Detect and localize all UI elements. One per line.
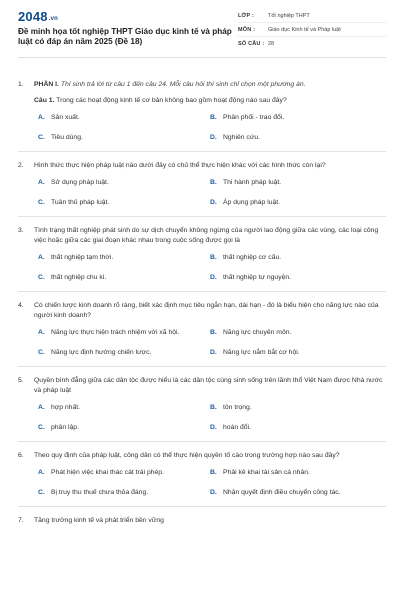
part-title: PHẦN I. (34, 81, 59, 88)
option-a[interactable] (38, 113, 210, 122)
option-letter: D. (210, 424, 217, 431)
option-text: Năng lực định hướng chiến lược. (51, 349, 152, 356)
question-1 (18, 80, 386, 142)
option-text: Năng lực thực hiện trách nhiệm với xã hội. (51, 329, 180, 336)
meta-label: SỐ CÂU : (238, 41, 265, 47)
option-a[interactable] (38, 328, 210, 337)
divider (18, 151, 386, 152)
logo-sub: .vn (48, 16, 59, 22)
option-text: thất nghiệp chu kì. (51, 274, 107, 281)
option-letter: A. (38, 254, 45, 261)
option-text: phân lập. (51, 424, 79, 431)
question-number: 1. (18, 81, 24, 88)
option-a[interactable] (38, 403, 210, 412)
option-b[interactable] (210, 328, 380, 337)
question-text (34, 96, 386, 106)
option-a[interactable] (38, 253, 210, 262)
meta-row-class (238, 9, 386, 23)
document-title: Đề minh họa tốt nghiệp THPT Giáo dục kinh tế và pháp luật có đáp án năm 2025 (Đề 18) (18, 27, 232, 46)
option-text: Thi hành pháp luật. (223, 179, 282, 186)
option-letter: D. (210, 274, 217, 281)
part-heading (34, 80, 386, 90)
divider (18, 506, 386, 507)
document-header (18, 8, 386, 58)
part-note: Thí sinh trả lời từ câu 1 đến câu 24. Mỗi câu hỏi thí sinh chỉ chọn một phương án. (58, 81, 306, 88)
option-letter: C. (38, 349, 45, 356)
meta-value: Giáo dục Kinh tế và Pháp luật (268, 26, 341, 33)
option-grid (38, 468, 386, 497)
option-b[interactable] (210, 468, 380, 477)
option-letter: C. (38, 199, 45, 206)
option-letter: B. (210, 254, 217, 261)
option-d[interactable] (210, 488, 380, 497)
question-stem: Theo quy định của pháp luật, công dân có thể thực hiện quyền tố cáo trong trường hợp nào sau đây? (34, 452, 340, 459)
option-text: thất nghiệp cơ cấu. (223, 254, 282, 261)
option-c[interactable] (38, 198, 210, 207)
option-text: Phải kê khai tài sản cá nhân. (223, 469, 310, 476)
option-text: tôn trọng. (223, 404, 252, 411)
question-4 (18, 301, 386, 357)
option-letter: D. (210, 199, 217, 206)
logo-main: 2048 (18, 9, 48, 24)
option-d[interactable] (210, 198, 380, 207)
document-meta (238, 8, 386, 51)
option-letter: D. (210, 134, 217, 141)
option-grid (38, 178, 386, 207)
option-letter: A. (38, 179, 45, 186)
option-letter: A. (38, 404, 45, 411)
option-letter: B. (210, 114, 217, 121)
question-number: 7. (18, 517, 24, 524)
option-d[interactable] (210, 133, 380, 142)
option-text: thất nghiệp tạm thời. (51, 254, 114, 261)
question-number: 4. (18, 302, 24, 309)
option-letter: A. (38, 114, 45, 121)
meta-row-subject (238, 23, 386, 37)
option-text: Năng lực nắm bắt cơ hội. (223, 349, 300, 356)
question-list (18, 80, 386, 526)
question-3 (18, 226, 386, 282)
meta-label: LỚP : (238, 12, 254, 19)
option-d[interactable] (210, 348, 380, 357)
option-b[interactable] (210, 113, 380, 122)
meta-label: MÔN : (238, 26, 256, 33)
option-c[interactable] (38, 423, 210, 432)
question-stem: Hình thức thực hiện pháp luật nào dưới đây có chủ thể thực hiện khác với các hình thức còn lại? (34, 162, 326, 169)
option-grid (38, 113, 386, 142)
option-letter: C. (38, 274, 45, 281)
option-grid (38, 328, 386, 357)
option-letter: A. (38, 329, 45, 336)
option-d[interactable] (210, 273, 380, 282)
option-letter: A. (38, 469, 45, 476)
question-stem: Tình trạng thất nghiệp phát sinh do sự dịch chuyển không ngừng của người lao động giữa các vùng, các loại công việc hoặc giữa các giai đoạn khác nhau trong cuộc sống được gọi là (34, 227, 379, 244)
option-c[interactable] (38, 133, 210, 142)
option-a[interactable] (38, 178, 210, 187)
option-text: Phân phối - trao đổi. (223, 114, 285, 121)
divider (18, 366, 386, 367)
divider (18, 216, 386, 217)
option-c[interactable] (38, 273, 210, 282)
option-text: Năng lực chuyên môn. (223, 329, 292, 336)
question-number: 3. (18, 227, 24, 234)
option-grid (38, 253, 386, 282)
option-text: hợp nhất. (51, 404, 81, 411)
meta-row-count (238, 37, 386, 51)
header-left (18, 8, 238, 51)
question-number: 5. (18, 377, 24, 384)
option-letter: C. (38, 134, 45, 141)
question-number: 2. (18, 162, 24, 169)
site-logo[interactable] (18, 8, 238, 25)
option-b[interactable] (210, 178, 380, 187)
question-2 (18, 161, 386, 207)
option-text: Tuân thủ pháp luật. (51, 199, 110, 206)
option-letter: B. (210, 469, 217, 476)
question-stem: Trong các hoạt động kinh tế cơ bản không bao gồm hoạt động nào sau đây? (54, 97, 287, 104)
option-c[interactable] (38, 488, 210, 497)
option-text: Phát hiện việc khai thác cát trái phép. (51, 469, 164, 476)
option-letter: B. (210, 404, 217, 411)
option-text: Sản xuất. (51, 114, 80, 121)
question-7 (18, 516, 386, 526)
option-text: hoán đổi. (223, 424, 251, 431)
divider (18, 291, 386, 292)
question-stem: Tăng trưởng kinh tế và phát triển bền vững (34, 517, 164, 524)
meta-value: 28 (268, 41, 275, 47)
question-6 (18, 451, 386, 497)
option-letter: C. (38, 489, 45, 496)
option-letter: D. (210, 349, 217, 356)
question-5 (18, 376, 386, 432)
option-text: Áp dụng pháp luật. (223, 199, 281, 206)
option-c[interactable] (38, 348, 210, 357)
option-text: thất nghiệp tự nguyện. (223, 274, 292, 281)
option-d[interactable] (210, 423, 380, 432)
question-stem: Có chiến lược kinh doanh rõ ràng, biết xác định mục tiêu ngắn hạn, dài hạn - đó là biểu hiện cho năng lực nào của người kinh doanh? (34, 302, 379, 319)
option-grid (38, 403, 386, 432)
option-text: Tiêu dùng. (51, 134, 83, 141)
question-sub-label: Câu 1. (34, 97, 55, 104)
option-b[interactable] (210, 403, 380, 412)
option-letter: B. (210, 329, 217, 336)
option-letter: C. (38, 424, 45, 431)
divider (18, 441, 386, 442)
question-number: 6. (18, 452, 24, 459)
option-text: Sử dụng pháp luật. (51, 179, 109, 186)
meta-value: Tốt nghiệp THPT (268, 12, 310, 19)
option-a[interactable] (38, 468, 210, 477)
option-text: Bị truy thu thuế chưa thỏa đáng. (51, 489, 149, 496)
option-b[interactable] (210, 253, 380, 262)
option-letter: D. (210, 489, 217, 496)
option-letter: B. (210, 179, 217, 186)
option-text: Nghiên cứu. (223, 134, 261, 141)
option-text: Nhận quyết định điều chuyển công tác. (223, 489, 341, 496)
question-stem: Quyền bình đẳng giữa các dân tộc được hiểu là các dân tộc cùng sinh sống trên lãnh thổ Việt Nam được Nhà nước và pháp luật (34, 377, 383, 394)
